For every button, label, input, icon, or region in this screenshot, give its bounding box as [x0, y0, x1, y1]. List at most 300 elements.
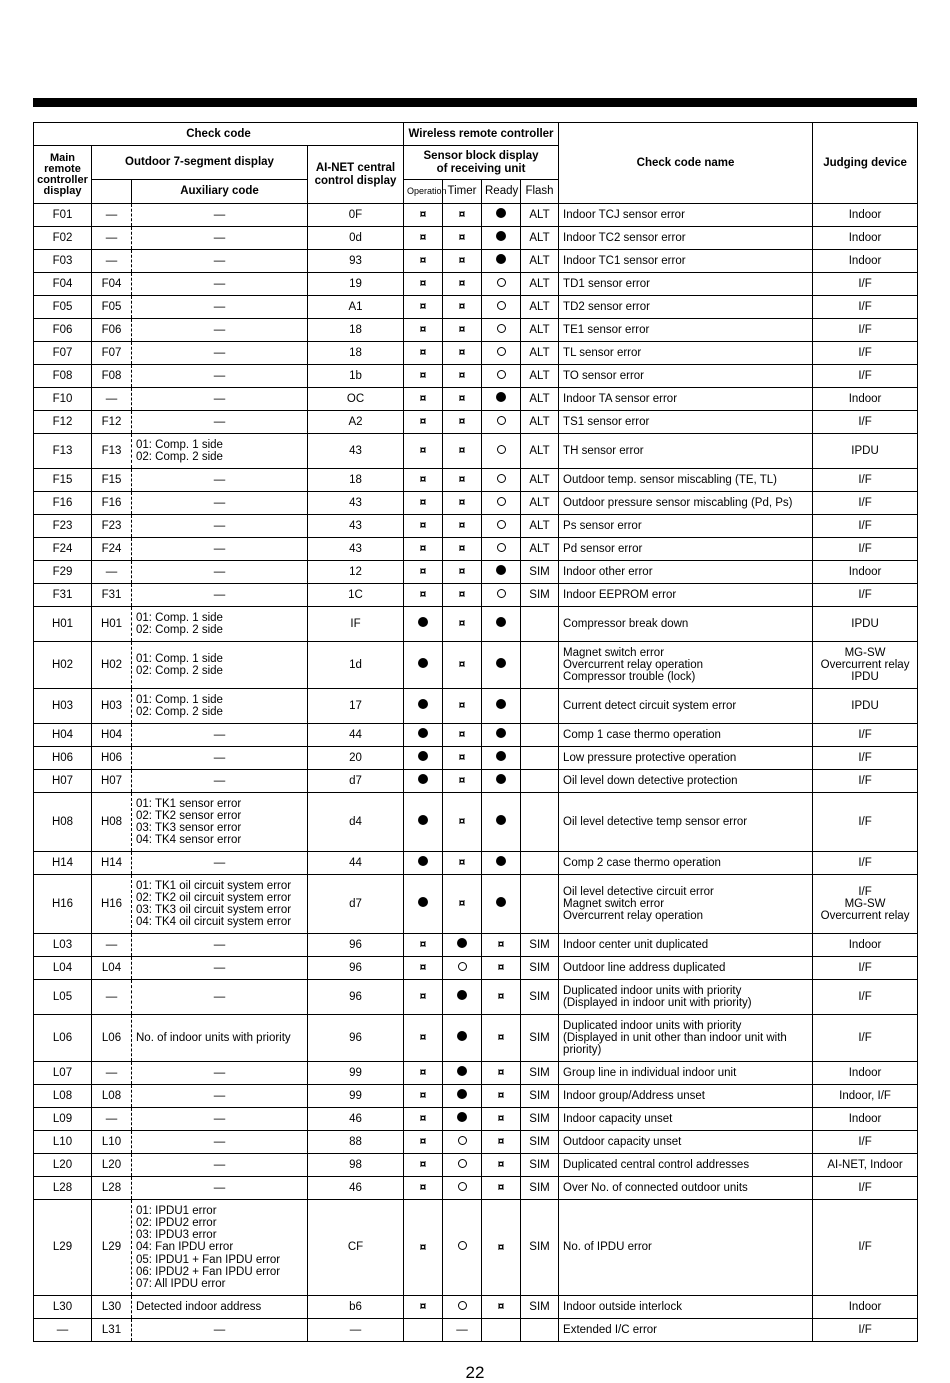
tm-cell — [443, 1062, 482, 1085]
blinking-sun-icon: ¤ — [419, 472, 427, 487]
blinking-sun-icon: ¤ — [497, 937, 505, 952]
table-row — [34, 296, 918, 319]
tm-cell — [443, 538, 482, 561]
aux-cell: 01: Comp. 1 side 02: Comp. 2 side — [132, 607, 308, 642]
code-cell: F02 — [34, 227, 92, 250]
ai-cell: 0d — [308, 227, 404, 250]
table-row — [34, 250, 918, 273]
ai-cell: 93 — [308, 250, 404, 273]
name-cell: Current detect circuit system error — [559, 689, 813, 724]
blinking-sun-icon: ¤ — [419, 1157, 427, 1172]
top-rule — [33, 98, 917, 107]
filled-circle-icon — [457, 1089, 467, 1099]
tm-cell — [443, 1015, 482, 1062]
rd-cell — [482, 934, 521, 957]
blinking-sun-icon: ¤ — [458, 616, 466, 631]
fl-cell — [521, 875, 559, 934]
page-number: 22 — [465, 1363, 485, 1382]
filled-circle-icon — [496, 774, 506, 784]
seg-cell: F07 — [92, 342, 132, 365]
tm-cell — [443, 607, 482, 642]
tm-cell — [443, 852, 482, 875]
code-cell: F13 — [34, 434, 92, 469]
fl-cell: SIM — [521, 1085, 559, 1108]
name-cell: Comp 2 case thermo operation — [559, 852, 813, 875]
blinking-sun-icon: ¤ — [419, 1299, 427, 1314]
ai-cell: CF — [308, 1200, 404, 1296]
rd-cell — [482, 227, 521, 250]
name-cell: Indoor center unit duplicated — [559, 934, 813, 957]
outdoor-7seg-header: Outdoor 7-segment display — [92, 146, 308, 180]
aux-cell: — — [132, 1319, 308, 1342]
blinking-sun-icon: ¤ — [497, 1299, 505, 1314]
aux-cell: — — [132, 1154, 308, 1177]
tm-cell — [443, 957, 482, 980]
code-cell: L30 — [34, 1296, 92, 1319]
tm-cell — [443, 934, 482, 957]
seg-cell: H14 — [92, 852, 132, 875]
seg-cell: — — [92, 227, 132, 250]
table-row — [34, 793, 918, 852]
blinking-sun-icon: ¤ — [458, 322, 466, 337]
aux-cell: — — [132, 250, 308, 273]
ai-cell: 46 — [308, 1177, 404, 1200]
rd-cell — [482, 273, 521, 296]
code-cell: H02 — [34, 642, 92, 689]
blinking-sun-icon: ¤ — [458, 541, 466, 556]
flash-header: Flash — [521, 180, 559, 204]
fl-cell: SIM — [521, 1015, 559, 1062]
seg-cell: L20 — [92, 1154, 132, 1177]
fl-cell — [521, 852, 559, 875]
fl-cell: ALT — [521, 388, 559, 411]
fl-cell — [521, 747, 559, 770]
seg-cell: L08 — [92, 1085, 132, 1108]
judge-cell: Indoor — [813, 1108, 918, 1131]
table-row — [34, 434, 918, 469]
op-cell — [404, 1200, 443, 1296]
open-circle-icon — [458, 1159, 467, 1168]
blinking-sun-icon: ¤ — [497, 1111, 505, 1126]
blinking-sun-icon: ¤ — [419, 299, 427, 314]
op-cell — [404, 492, 443, 515]
fl-cell: SIM — [521, 1177, 559, 1200]
judge-cell: I/F — [813, 793, 918, 852]
table-row — [34, 1131, 918, 1154]
table-row — [34, 607, 918, 642]
seg-cell: F16 — [92, 492, 132, 515]
code-cell: F08 — [34, 365, 92, 388]
table-row — [34, 747, 918, 770]
op-cell — [404, 793, 443, 852]
fl-cell: ALT — [521, 365, 559, 388]
op-cell — [404, 227, 443, 250]
seg-cell: H02 — [92, 642, 132, 689]
open-circle-icon — [458, 962, 467, 971]
blinking-sun-icon: ¤ — [497, 989, 505, 1004]
blinking-sun-icon: ¤ — [497, 1088, 505, 1103]
blinking-sun-icon: ¤ — [419, 518, 427, 533]
judging-device-header: Judging device — [813, 123, 918, 204]
open-circle-icon — [458, 1241, 467, 1250]
aux-cell: — — [132, 584, 308, 607]
check-code-header: Check code — [34, 123, 404, 146]
blinking-sun-icon: ¤ — [458, 414, 466, 429]
open-circle-icon — [458, 1182, 467, 1191]
ai-cell: 43 — [308, 434, 404, 469]
code-cell: H04 — [34, 724, 92, 747]
rd-cell — [482, 642, 521, 689]
tm-cell — [443, 980, 482, 1015]
aux-cell: 01: IPDU1 error 02: IPDU2 error 03: IPDU3 error 04: Fan IPDU error 05: IPDU1 + Fan IPDU error 06: IPDU2 + Fan IPDU error 07: All IPDU error — [132, 1200, 308, 1296]
table-row — [34, 365, 918, 388]
aux-cell: — — [132, 1108, 308, 1131]
aux-cell: — — [132, 388, 308, 411]
judge-cell: I/F — [813, 1015, 918, 1062]
filled-circle-icon — [418, 815, 428, 825]
rd-cell — [482, 1062, 521, 1085]
ai-cell: 43 — [308, 538, 404, 561]
blinking-sun-icon: ¤ — [497, 1134, 505, 1149]
blinking-sun-icon: ¤ — [419, 564, 427, 579]
fl-cell: SIM — [521, 1296, 559, 1319]
name-cell: Indoor TCJ sensor error — [559, 204, 813, 227]
fl-cell — [521, 724, 559, 747]
blinking-sun-icon: ¤ — [497, 1157, 505, 1172]
filled-circle-icon — [496, 699, 506, 709]
fl-cell: ALT — [521, 469, 559, 492]
rd-cell — [482, 515, 521, 538]
table-row — [34, 689, 918, 724]
blinking-sun-icon: ¤ — [458, 587, 466, 602]
judge-cell: IPDU — [813, 689, 918, 724]
table-row — [34, 1154, 918, 1177]
seg-cell: L30 — [92, 1296, 132, 1319]
tm-cell — [443, 204, 482, 227]
operation-header: Operation — [404, 180, 443, 204]
fl-cell: SIM — [521, 980, 559, 1015]
tm-cell — [443, 411, 482, 434]
judge-cell: I/F — [813, 770, 918, 793]
filled-circle-icon — [496, 565, 506, 575]
op-cell — [404, 365, 443, 388]
ai-cell: 99 — [308, 1062, 404, 1085]
auxiliary-code-header: Auxiliary code — [132, 180, 308, 204]
table-row — [34, 1296, 918, 1319]
aux-cell: — — [132, 227, 308, 250]
code-cell: — — [34, 1319, 92, 1342]
op-cell — [404, 1085, 443, 1108]
ai-cell: 1b — [308, 365, 404, 388]
ai-cell: 96 — [308, 934, 404, 957]
name-cell: No. of IPDU error — [559, 1200, 813, 1296]
code-cell: F23 — [34, 515, 92, 538]
aux-cell: — — [132, 770, 308, 793]
filled-circle-icon — [418, 728, 428, 738]
seg-cell: H03 — [92, 689, 132, 724]
op-cell — [404, 561, 443, 584]
rd-cell — [482, 1319, 521, 1342]
ai-cell: 96 — [308, 1015, 404, 1062]
seg-cell: — — [92, 388, 132, 411]
op-cell — [404, 1108, 443, 1131]
seg-cell: H16 — [92, 875, 132, 934]
code-cell: F29 — [34, 561, 92, 584]
ai-cell: 96 — [308, 980, 404, 1015]
ai-cell: 19 — [308, 273, 404, 296]
rd-cell — [482, 1108, 521, 1131]
name-cell: Indoor TC1 sensor error — [559, 250, 813, 273]
blinking-sun-icon: ¤ — [419, 989, 427, 1004]
check-code-rows — [34, 204, 918, 1342]
ai-cell: 1C — [308, 584, 404, 607]
code-cell: H08 — [34, 793, 92, 852]
code-cell: H03 — [34, 689, 92, 724]
open-circle-icon — [497, 520, 506, 529]
filled-circle-icon — [418, 617, 428, 627]
aux-cell: — — [132, 411, 308, 434]
judge-cell: I/F — [813, 980, 918, 1015]
rd-cell — [482, 689, 521, 724]
judge-cell: I/F — [813, 724, 918, 747]
seg-cell: F04 — [92, 273, 132, 296]
seg-cell: — — [92, 934, 132, 957]
ai-cell: IF — [308, 607, 404, 642]
blinking-sun-icon: ¤ — [419, 960, 427, 975]
open-circle-icon — [497, 347, 506, 356]
fl-cell — [521, 607, 559, 642]
fl-cell — [521, 689, 559, 724]
table-row — [34, 980, 918, 1015]
blinking-sun-icon: ¤ — [419, 368, 427, 383]
code-cell: L20 — [34, 1154, 92, 1177]
tm-cell — [443, 1296, 482, 1319]
fl-cell: ALT — [521, 492, 559, 515]
seg-cell: L31 — [92, 1319, 132, 1342]
ai-cell: 44 — [308, 852, 404, 875]
table-row — [34, 561, 918, 584]
wireless-header: Wireless remote controller — [404, 123, 559, 146]
name-cell: TS1 sensor error — [559, 411, 813, 434]
aux-cell: — — [132, 515, 308, 538]
tm-cell — [443, 227, 482, 250]
table-row — [34, 875, 918, 934]
seg-cell: — — [92, 204, 132, 227]
rd-cell — [482, 724, 521, 747]
ai-cell: 18 — [308, 319, 404, 342]
fl-cell: ALT — [521, 273, 559, 296]
rd-cell — [482, 411, 521, 434]
fl-cell — [521, 642, 559, 689]
fl-cell — [521, 793, 559, 852]
code-cell: H16 — [34, 875, 92, 934]
op-cell — [404, 875, 443, 934]
judge-cell: Indoor — [813, 561, 918, 584]
ainet-header: AI-NET central control display — [308, 146, 404, 204]
filled-circle-icon — [418, 751, 428, 761]
ready-header: Ready — [482, 180, 521, 204]
name-cell: Duplicated central control addresses — [559, 1154, 813, 1177]
table-row — [34, 642, 918, 689]
name-cell: Low pressure protective operation — [559, 747, 813, 770]
ai-cell: — — [308, 1319, 404, 1342]
ai-cell: 46 — [308, 1108, 404, 1131]
timer-header: Timer — [443, 180, 482, 204]
tm-cell — [443, 561, 482, 584]
op-cell — [404, 642, 443, 689]
op-cell — [404, 852, 443, 875]
seg-cell: F05 — [92, 296, 132, 319]
seg-cell: — — [92, 1108, 132, 1131]
filled-circle-icon — [496, 392, 506, 402]
ai-cell: d7 — [308, 770, 404, 793]
code-cell: L05 — [34, 980, 92, 1015]
tm-cell — [443, 250, 482, 273]
aux-cell: No. of indoor units with priority — [132, 1015, 308, 1062]
table-row — [34, 1177, 918, 1200]
fl-cell: SIM — [521, 957, 559, 980]
rd-cell — [482, 561, 521, 584]
name-cell: TL sensor error — [559, 342, 813, 365]
code-cell: L29 — [34, 1200, 92, 1296]
tm-cell — [443, 388, 482, 411]
name-cell: Compressor break down — [559, 607, 813, 642]
seg-cell: F31 — [92, 584, 132, 607]
tm-cell — [443, 584, 482, 607]
judge-cell: I/F — [813, 342, 918, 365]
seg-cell: H07 — [92, 770, 132, 793]
name-cell: Outdoor capacity unset — [559, 1131, 813, 1154]
rd-cell — [482, 365, 521, 388]
table-row — [34, 724, 918, 747]
seg-cell: — — [92, 980, 132, 1015]
aux-cell: — — [132, 365, 308, 388]
open-circle-icon — [497, 278, 506, 287]
code-cell: F24 — [34, 538, 92, 561]
blinking-sun-icon: ¤ — [458, 443, 466, 458]
aux-cell: — — [132, 957, 308, 980]
blinking-sun-icon: ¤ — [419, 322, 427, 337]
rd-cell — [482, 319, 521, 342]
tm-cell — [443, 1154, 482, 1177]
name-cell: Indoor EEPROM error — [559, 584, 813, 607]
fl-cell: SIM — [521, 584, 559, 607]
blinking-sun-icon: ¤ — [419, 230, 427, 245]
filled-circle-icon — [457, 1066, 467, 1076]
aux-cell: — — [132, 724, 308, 747]
blinking-sun-icon: ¤ — [419, 443, 427, 458]
fl-cell: ALT — [521, 227, 559, 250]
judge-cell: Indoor — [813, 934, 918, 957]
op-cell — [404, 319, 443, 342]
rd-cell — [482, 770, 521, 793]
rd-cell — [482, 957, 521, 980]
rd-cell — [482, 250, 521, 273]
rd-cell — [482, 469, 521, 492]
aux-cell: — — [132, 1177, 308, 1200]
code-cell: L28 — [34, 1177, 92, 1200]
judge-cell: I/F — [813, 365, 918, 388]
code-cell: L09 — [34, 1108, 92, 1131]
op-cell — [404, 747, 443, 770]
code-cell: L04 — [34, 957, 92, 980]
code-cell: F16 — [34, 492, 92, 515]
rd-cell — [482, 1177, 521, 1200]
tm-cell — [443, 1200, 482, 1296]
tm-cell — [443, 770, 482, 793]
judge-cell: I/F — [813, 584, 918, 607]
rd-cell — [482, 875, 521, 934]
op-cell — [404, 388, 443, 411]
table-row — [34, 388, 918, 411]
aux-cell: — — [132, 319, 308, 342]
fl-cell: SIM — [521, 561, 559, 584]
filled-circle-icon — [457, 1031, 467, 1041]
name-cell: Indoor capacity unset — [559, 1108, 813, 1131]
rd-cell — [482, 852, 521, 875]
aux-cell: — — [132, 934, 308, 957]
blinking-sun-icon: ¤ — [419, 1088, 427, 1103]
blinking-sun-icon: ¤ — [419, 1030, 427, 1045]
table-row — [34, 934, 918, 957]
code-cell: H14 — [34, 852, 92, 875]
name-cell: TE1 sensor error — [559, 319, 813, 342]
ai-cell: 96 — [308, 957, 404, 980]
op-cell — [404, 957, 443, 980]
aux-cell: — — [132, 342, 308, 365]
tm-cell — [443, 319, 482, 342]
tm-cell — [443, 492, 482, 515]
table-row — [34, 319, 918, 342]
code-cell: H01 — [34, 607, 92, 642]
judge-cell: I/F — [813, 1200, 918, 1296]
blinking-sun-icon: ¤ — [458, 299, 466, 314]
open-circle-icon — [497, 416, 506, 425]
blinking-sun-icon: ¤ — [497, 960, 505, 975]
op-cell — [404, 434, 443, 469]
code-cell: L10 — [34, 1131, 92, 1154]
judge-cell: I/F — [813, 296, 918, 319]
judge-cell: I/F — [813, 492, 918, 515]
fl-cell: SIM — [521, 1062, 559, 1085]
ai-cell: 0F — [308, 204, 404, 227]
aux-cell: — — [132, 852, 308, 875]
judge-cell: I/F — [813, 1177, 918, 1200]
seg-cell: L28 — [92, 1177, 132, 1200]
ai-cell: b6 — [308, 1296, 404, 1319]
tm-cell: — — [443, 1319, 482, 1342]
blinking-sun-icon: ¤ — [419, 1134, 427, 1149]
judge-cell: IPDU — [813, 434, 918, 469]
rd-cell — [482, 538, 521, 561]
judge-cell: Indoor — [813, 1296, 918, 1319]
op-cell — [404, 273, 443, 296]
blinking-sun-icon: ¤ — [458, 207, 466, 222]
judge-cell: IPDU — [813, 607, 918, 642]
ai-cell: 43 — [308, 515, 404, 538]
table-row — [34, 1108, 918, 1131]
name-cell: Indoor TC2 sensor error — [559, 227, 813, 250]
aux-cell: — — [132, 469, 308, 492]
aux-cell: Detected indoor address — [132, 1296, 308, 1319]
name-cell: Outdoor pressure sensor miscabling (Pd, Ps) — [559, 492, 813, 515]
aux-cell: 01: Comp. 1 side 02: Comp. 2 side — [132, 434, 308, 469]
filled-circle-icon — [496, 617, 506, 627]
blinking-sun-icon: ¤ — [419, 345, 427, 360]
name-cell: Comp 1 case thermo operation — [559, 724, 813, 747]
aux-cell: — — [132, 273, 308, 296]
rd-cell — [482, 388, 521, 411]
